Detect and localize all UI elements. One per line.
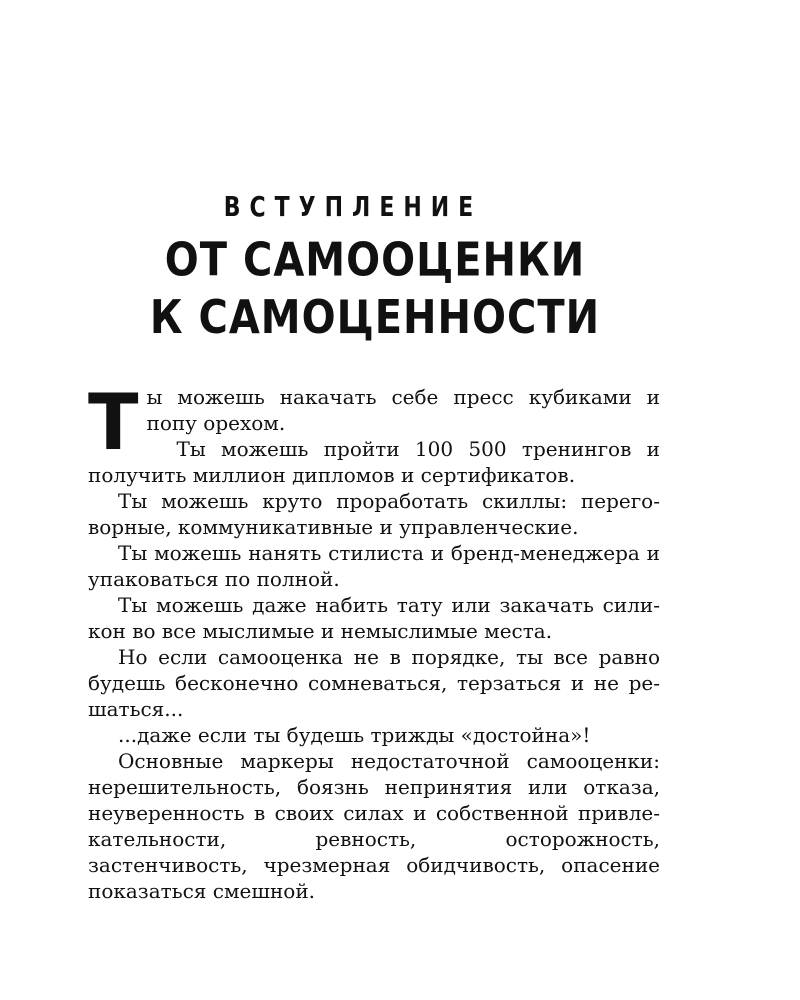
paragraph-5: Ты можешь даже набить тату или закачать силикон во все мыслимые и немыслимые места. [88,593,660,643]
chapter-title-line-2: К САМОЦЕННОСТИ [149,291,601,345]
section-label: ВСТУПЛЕНИЕ [223,192,483,224]
paragraph-4: Ты можешь нанять стилиста и бренд-менеджера и упаковаться по полной. [88,541,660,591]
paragraph-1-text: ы можешь накачать себе пресс кубиками и попу орехом. [146,385,660,435]
paragraph-3: Ты можешь круто проработать скиллы: переговорные, коммуникативные и управленческие. [88,489,660,539]
chapter-title [0,232,775,347]
chapter-title-line-1: ОТ САМООЦЕНКИ [164,234,586,288]
paragraph-8: Основные маркеры недостаточной самооценки: нерешительность, боязнь непринятия или отказа, неуверенность в своих силах и собственной привлекательности, ревность, осторожность, застенчивость, чрезмерная обидчивость, опасение показаться смешной. [88,749,660,903]
paragraph-7: ...даже если ты будешь трижды «достойна»! [118,723,591,747]
paragraph-2: Ты можешь пройти 100 500 тренингов и получить миллион дипломов и сертификатов. [88,437,660,487]
drop-cap: Т [88,377,139,468]
body-text [88,377,660,904]
paragraph-6: Но если самооценка не в порядке, ты все равно будешь бесконечно сомневаться, терзаться и не решаться... [88,645,660,721]
